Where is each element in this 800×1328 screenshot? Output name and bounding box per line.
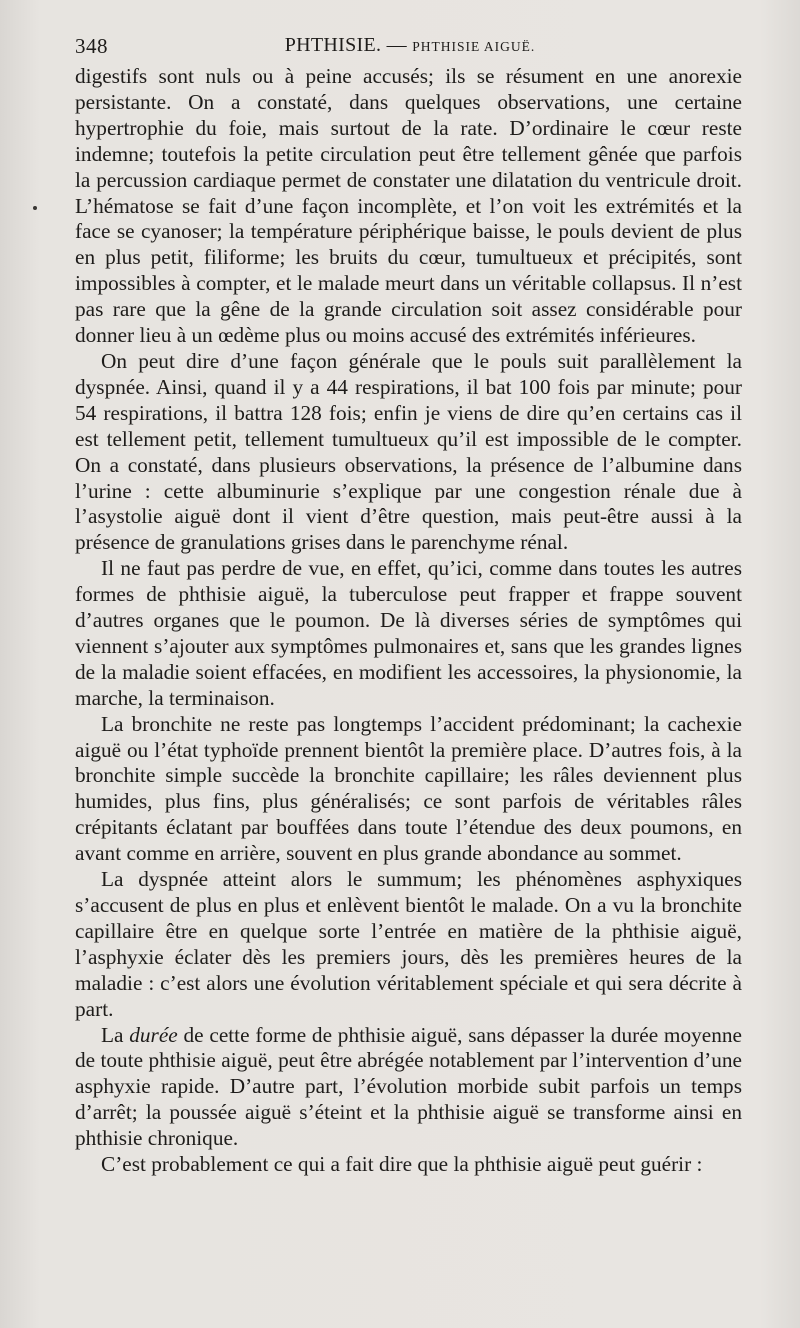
paragraph-pulse-dyspnea: On peut dire d’une façon générale que le pouls suit parallèlement la dyspnée. Ainsi, quand il y a 44 respirations, il bat 100 fois par minute; pour 54 respirations, il battra 128 fois; enfin je viens de dire qu’en certains cas il est tellement petit, tellement tumultueux qu’il est impossible de le compter. On a constaté, dans plusieurs observations, la présence de l’albumine dans l’urine : cette albuminurie s’explique par une congestion rénale due à l’asystolie aiguë dont il vient d’être question, mais peut-être aussi à la présence de granulations grises dans le parenchyme rénal. bbox=[75, 348, 742, 555]
running-title-main: PHTHISIE. bbox=[284, 34, 382, 56]
emphasized-term: durée bbox=[129, 1022, 178, 1047]
running-title-separator: — bbox=[386, 34, 407, 56]
paragraph-continued: digestifs sont nuls ou à peine accusés; ils se résument en une anorexie persistante. On a constaté, dans quelques observations, une certaine hypertrophie du foie, mais surtout de la rate. D’ordinaire le cœur reste indemne; toutefois la petite circulation peut être tellement gênée que parfois la percussion cardiaque permet de constater une dilatation du ventricule droit. L’hématose se fait d’une façon incomplète, et l’on voit les extrémités et la face se cyanoser; la température périphérique baisse, le pouls devient de plus en plus petit, filiforme; les bruits du cœur, tumultueux et précipités, sont impossibles à compter, et le malade meurt dans un véritable collapsus. Il n’est pas rare que la gêne de la grande circulation soit assez considérable pour donner lieu à un œdème plus ou moins accusé des extrémités inférieures. bbox=[75, 64, 742, 348]
page-number: 348 bbox=[75, 34, 108, 58]
body-text bbox=[75, 64, 742, 1178]
paragraph-bronchitis: La bronchite ne reste pas longtemps l’accident prédominant; la cachexie aiguë ou l’état typhoïde prennent bientôt la première place. D’autres fois, à la bronchite simple succède la bronchite capillaire; les râles deviennent plus humides, plus fins, plus généralisés; ce sont parfois de véritables râles crépitants éclatant par bouffées dans toute l’étendue des deux poumons, en avant comme en arrière, souvent en plus grande abondance au sommet. bbox=[75, 711, 742, 866]
print-speck bbox=[33, 206, 37, 210]
running-header bbox=[75, 34, 745, 64]
paragraph-other-organs: Il ne faut pas perdre de vue, en effet, qu’ici, comme dans toutes les autres formes de phthisie aiguë, la tuberculose peut frapper et frappe souvent d’autres organes que le poumon. De là diverses séries de symptômes qui viennent s’ajouter aux symptômes pulmonaires et, sans que les grandes lignes de la maladie soient effacées, en modifient les accessoires, la physionomie, la marche, la terminaison. bbox=[75, 556, 742, 710]
paragraph-asphyxia: La dyspnée atteint alors le summum; les phénomènes asphyxiques s’accusent de plus en plus et enlèvent bientôt le malade. On a vu la bronchite capillaire être en quelque sorte l’entrée en matière de la phthisie aiguë, l’asphyxie éclater dès les premiers jours, dès les premières heures de la maladie : c’est alors une évolution véritablement spéciale et qui sera décrite à part. bbox=[75, 867, 742, 1021]
paragraph-duration: La durée de cette forme de phthisie aiguë, sans dépasser la durée moyenne de toute phthisie aiguë, peut être abrégée notablement par l’intervention d’une asphyxie rapide. D’autre part, l’évolution morbide subit parfois un temps d’arrêt; la poussée aiguë s’éteint et la phthisie aiguë se transforme ainsi en phthisie chronique. bbox=[75, 1022, 742, 1151]
running-title-sub: PHTHISIE AIGUË. bbox=[412, 39, 536, 54]
running-title bbox=[75, 34, 745, 57]
paragraph-cure: C’est probablement ce qui a fait dire que la phthisie aiguë peut guérir : bbox=[101, 1152, 703, 1177]
